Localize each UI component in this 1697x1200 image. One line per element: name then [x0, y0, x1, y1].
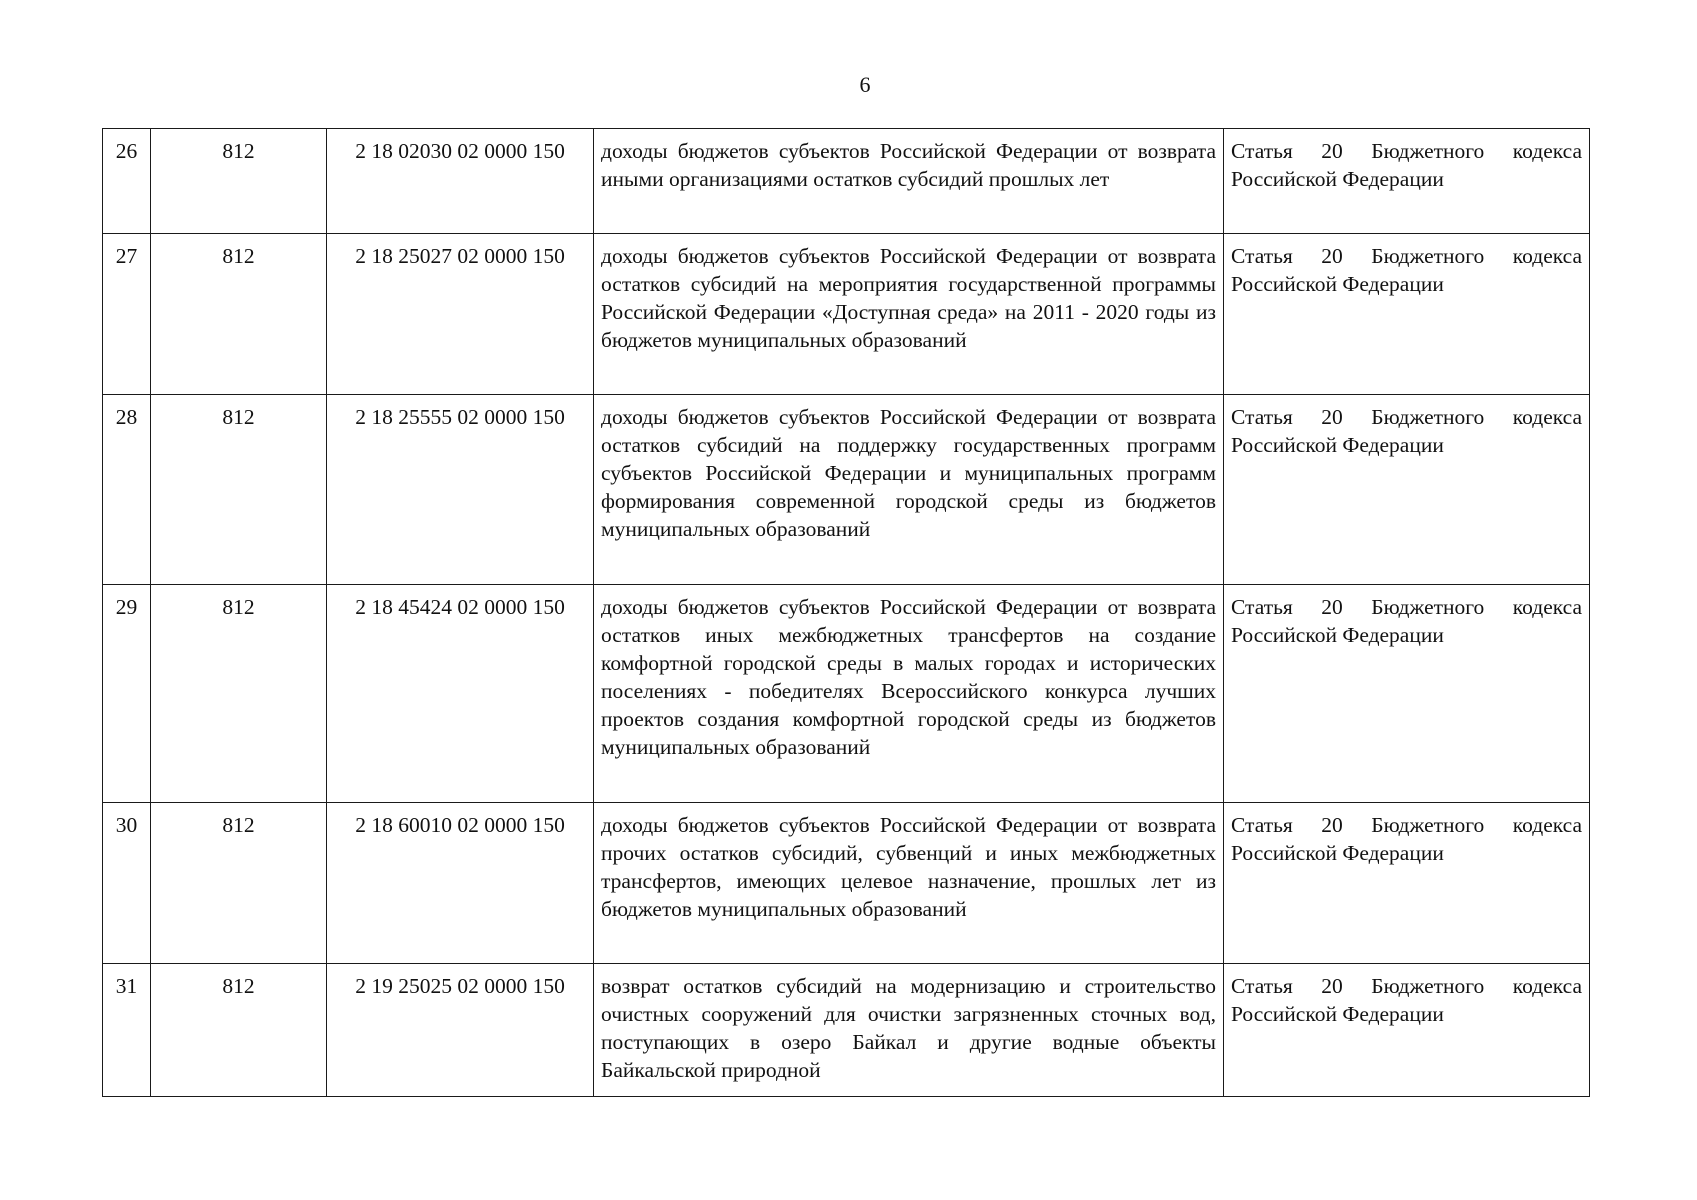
admin-code-cell: 812: [151, 395, 327, 585]
legal-basis-cell: Статья 20 Бюджетного кодекса Российской Федерации: [1224, 395, 1590, 585]
revenue-name-cell: доходы бюджетов субъектов Российской Федерации от возврата иными организациями остатков субсидий прошлых лет: [594, 129, 1224, 234]
legal-basis-cell: Статья 20 Бюджетного кодекса Российской Федерации: [1224, 803, 1590, 964]
legal-basis-cell: Статья 20 Бюджетного кодекса Российской Федерации: [1224, 964, 1590, 1097]
budget-code-cell: 2 18 45424 02 0000 150: [327, 585, 594, 803]
table-row: [103, 234, 1590, 395]
admin-code-cell: 812: [151, 585, 327, 803]
budget-code-cell: 2 18 25027 02 0000 150: [327, 234, 594, 395]
table-row: [103, 395, 1590, 585]
revenue-name-cell: возврат остатков субсидий на модернизацию и строительство очистных сооружений для очистки загрязненных сточных вод, поступающих в озеро Байкал и другие водные объекты Байкальской природной: [594, 964, 1224, 1097]
admin-code-cell: 812: [151, 803, 327, 964]
legal-basis-cell: Статья 20 Бюджетного кодекса Российской Федерации: [1224, 129, 1590, 234]
table-row: [103, 585, 1590, 803]
page-number: 6: [859, 72, 871, 97]
revenue-name-cell: доходы бюджетов субъектов Российской Федерации от возврата остатков субсидий на мероприятия государственной программы Российской Федерации «Доступная среда» на 2011 - 2020 годы из бюджетов муниципальных образований: [594, 234, 1224, 395]
row-number-cell: 27: [103, 234, 151, 395]
table-row: [103, 803, 1590, 964]
row-number-cell: 28: [103, 395, 151, 585]
row-number-cell: 30: [103, 803, 151, 964]
legal-basis-cell: Статья 20 Бюджетного кодекса Российской Федерации: [1224, 585, 1590, 803]
table-row: [103, 129, 1590, 234]
admin-code-cell: 812: [151, 234, 327, 395]
table-row: [103, 964, 1590, 1097]
budget-code-cell: 2 18 02030 02 0000 150: [327, 129, 594, 234]
revenue-name-cell: доходы бюджетов субъектов Российской Федерации от возврата прочих остатков субсидий, субвенций и иных межбюджетных трансфертов, имеющих целевое назначение, прошлых лет из бюджетов муниципальных образований: [594, 803, 1224, 964]
revenue-name-cell: доходы бюджетов субъектов Российской Федерации от возврата остатков иных межбюджетных трансфертов на создание комфортной городской среды в малых городах и исторических поселениях - победителях Всероссийского конкурса лучших проектов создания комфортной городской среды из бюджетов муниципальных образований: [594, 585, 1224, 803]
budget-code-cell: 2 19 25025 02 0000 150: [327, 964, 594, 1097]
row-number-cell: 26: [103, 129, 151, 234]
revenue-codes-table: [102, 128, 1590, 1097]
admin-code-cell: 812: [151, 964, 327, 1097]
row-number-cell: 31: [103, 964, 151, 1097]
budget-code-cell: 2 18 25555 02 0000 150: [327, 395, 594, 585]
revenue-name-cell: доходы бюджетов субъектов Российской Федерации от возврата остатков субсидий на поддержку государственных программ субъектов Российской Федерации и муниципальных программ формирования современной городской среды из бюджетов муниципальных образований: [594, 395, 1224, 585]
budget-code-cell: 2 18 60010 02 0000 150: [327, 803, 594, 964]
legal-basis-cell: Статья 20 Бюджетного кодекса Российской Федерации: [1224, 234, 1590, 395]
row-number-cell: 29: [103, 585, 151, 803]
admin-code-cell: 812: [151, 129, 327, 234]
